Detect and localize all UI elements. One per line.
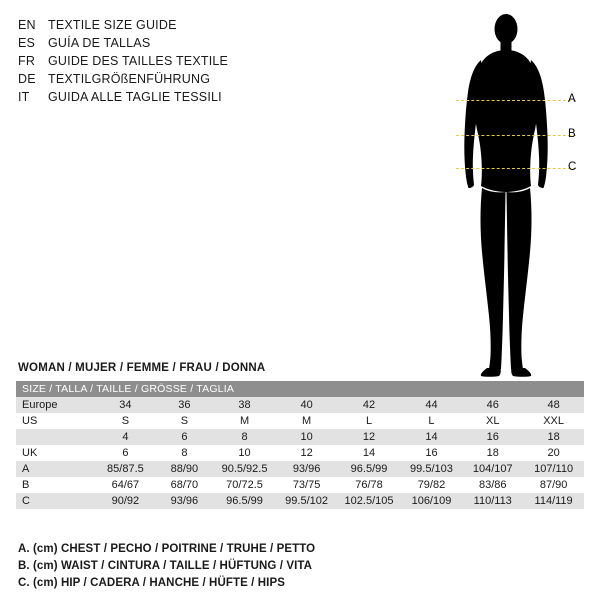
language-code-it: IT xyxy=(18,90,30,104)
table-row xyxy=(16,413,584,429)
cell: 8 xyxy=(213,429,275,445)
cell: 20 xyxy=(523,445,584,461)
cell: 6 xyxy=(155,429,213,445)
table-row xyxy=(16,493,584,509)
cell: 96.5/99 xyxy=(213,493,275,509)
cell: 16 xyxy=(462,429,523,445)
cell: 102.5/105 xyxy=(337,493,400,509)
cell: 4 xyxy=(95,429,155,445)
measurement-notes xyxy=(18,541,578,592)
cell: 44 xyxy=(401,397,463,413)
row-label-us-numeric xyxy=(16,429,95,445)
cell: 40 xyxy=(276,397,338,413)
cell: 68/70 xyxy=(155,477,213,493)
table-header-row xyxy=(16,381,584,397)
cell: 110/113 xyxy=(462,493,523,509)
language-text-es: GUÍA DE TALLAS xyxy=(48,36,151,50)
cell: 114/119 xyxy=(523,493,584,509)
language-text-it: GUIDA ALLE TAGLIE TESSILI xyxy=(48,90,222,104)
cell: 36 xyxy=(155,397,213,413)
section-title-woman: WOMAN / MUJER / FEMME / FRAU / DONNA xyxy=(18,362,266,374)
language-text-de: TEXTILGRÖßENFÜHRUNG xyxy=(48,72,211,86)
cell: 90/92 xyxy=(95,493,155,509)
language-code-de: DE xyxy=(18,72,36,86)
measure-line-b xyxy=(456,135,576,136)
row-label-a: A xyxy=(16,461,95,477)
cell: 87/90 xyxy=(523,477,584,493)
cell: 99.5/103 xyxy=(401,461,463,477)
cell: 12 xyxy=(337,429,400,445)
language-row-it xyxy=(18,88,348,106)
cell: 76/78 xyxy=(337,477,400,493)
language-row-en xyxy=(18,16,348,34)
cell: 8 xyxy=(155,445,213,461)
language-text-fr: GUIDE DES TAILLES TEXTILE xyxy=(48,54,229,68)
cell: L xyxy=(337,413,400,429)
language-row-es xyxy=(18,34,348,52)
size-table xyxy=(16,381,584,509)
table-header-label: SIZE / TALLA / TAILLE / GRÖSSE / TAGLIA xyxy=(16,381,584,397)
language-code-en: EN xyxy=(18,18,36,32)
cell: 106/109 xyxy=(401,493,463,509)
cell: 16 xyxy=(401,445,463,461)
cell: M xyxy=(276,413,338,429)
note-b: B. (cm) WAIST / CINTURA / TAILLE / HÜFTUNG / VITA xyxy=(18,560,313,572)
cell: 99.5/102 xyxy=(276,493,338,509)
language-row-de xyxy=(18,70,348,88)
language-text-en: TEXTILE SIZE GUIDE xyxy=(48,18,177,32)
cell: 79/82 xyxy=(401,477,463,493)
cell: L xyxy=(401,413,463,429)
measure-line-a xyxy=(456,100,576,101)
cell: 18 xyxy=(523,429,584,445)
cell: 14 xyxy=(337,445,400,461)
cell: 70/72.5 xyxy=(213,477,275,493)
row-label-c: C xyxy=(16,493,95,509)
measure-line-c xyxy=(456,168,576,169)
cell: 73/75 xyxy=(276,477,338,493)
table-row xyxy=(16,477,584,493)
cell: 96.5/99 xyxy=(337,461,400,477)
cell: 34 xyxy=(95,397,155,413)
cell: 90.5/92.5 xyxy=(213,461,275,477)
language-code-fr: FR xyxy=(18,54,36,68)
cell: 42 xyxy=(337,397,400,413)
language-row-fr xyxy=(18,52,348,70)
figure-area xyxy=(420,8,592,378)
cell: 14 xyxy=(401,429,463,445)
cell: XXL xyxy=(523,413,584,429)
row-label-europe: Europe xyxy=(16,397,95,413)
cell: 104/107 xyxy=(462,461,523,477)
female-body-silhouette-icon xyxy=(420,8,592,378)
cell: XL xyxy=(462,413,523,429)
measure-label-a: A xyxy=(568,93,576,105)
cell: 10 xyxy=(213,445,275,461)
cell: 88/90 xyxy=(155,461,213,477)
table-row xyxy=(16,397,584,413)
row-label-b: B xyxy=(16,477,95,493)
cell: 12 xyxy=(276,445,338,461)
measure-label-b: B xyxy=(568,128,576,140)
cell: S xyxy=(155,413,213,429)
note-a: A. (cm) CHEST / PECHO / POITRINE / TRUHE / PETTO xyxy=(18,543,316,555)
row-label-uk: UK xyxy=(16,445,95,461)
table-row xyxy=(16,429,584,445)
cell: 83/86 xyxy=(462,477,523,493)
cell: M xyxy=(213,413,275,429)
measure-label-c: C xyxy=(568,161,577,173)
cell: 10 xyxy=(276,429,338,445)
cell: 64/67 xyxy=(95,477,155,493)
table-row xyxy=(16,445,584,461)
row-label-us: US xyxy=(16,413,95,429)
note-c: C. (cm) HIP / CADERA / HANCHE / HÜFTE / HIPS xyxy=(18,577,286,589)
cell: 46 xyxy=(462,397,523,413)
cell: S xyxy=(95,413,155,429)
cell: 6 xyxy=(95,445,155,461)
cell: 93/96 xyxy=(155,493,213,509)
cell: 18 xyxy=(462,445,523,461)
cell: 85/87.5 xyxy=(95,461,155,477)
cell: 48 xyxy=(523,397,584,413)
cell: 107/110 xyxy=(523,461,584,477)
language-code-es: ES xyxy=(18,36,36,50)
cell: 93/96 xyxy=(276,461,338,477)
language-header-block xyxy=(18,16,348,106)
cell: 38 xyxy=(213,397,275,413)
table-row xyxy=(16,461,584,477)
